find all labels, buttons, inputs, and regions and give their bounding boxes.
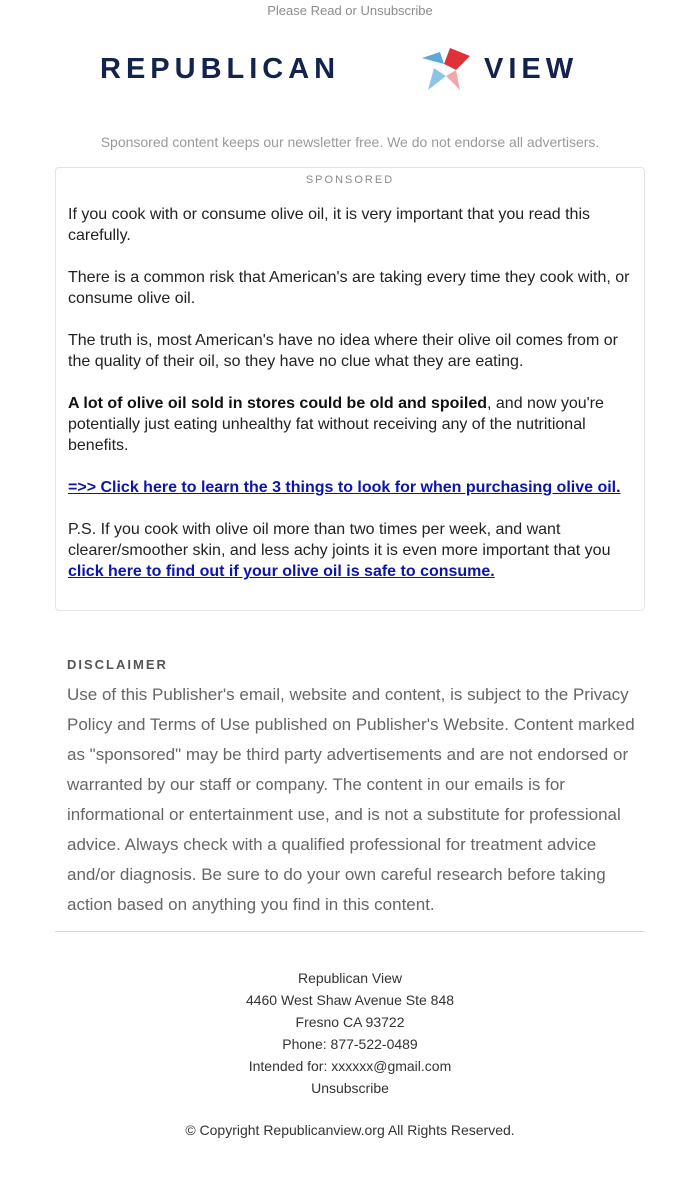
footer (0, 967, 700, 1099)
copyright: © Copyright Republicanview.org All Rights Reserved. (185, 1122, 515, 1138)
unsubscribe-link[interactable]: Unsubscribe (311, 1080, 389, 1096)
ad-paragraph-2: There is a common risk that American's are taking every time they cook with, or consume olive oil. (68, 269, 630, 307)
ad-paragraph-4 (68, 393, 634, 456)
ad-cta-paragraph (68, 477, 634, 498)
sponsor-note: Sponsored content keeps our newsletter free. We do not endorse all advertisers. (100, 134, 600, 150)
footer-address: 4460 West Shaw Avenue Ste 848 (245, 992, 455, 1008)
star-flag-icon (420, 46, 472, 90)
cta-link[interactable]: =>> Click here to learn the 3 things to look for when purchasing olive oil. (68, 479, 621, 496)
logo-left-word: REPUBLICAN (100, 53, 341, 85)
ad-body (68, 204, 634, 603)
sponsored-ad-box (55, 167, 645, 611)
ad-paragraph-4-rest: , and now you're potentially just eating unhealthy fat without receiving any of the nutritional benefits. (68, 395, 604, 454)
footer-phone: Phone: 877-522-0489 (282, 1036, 418, 1052)
footer-divider (55, 931, 645, 932)
ps-text: P.S. If you cook with olive oil more than two times per week, and want clearer/smoother skin, and less achy joints it is even more important that you (68, 521, 611, 559)
ad-ps-paragraph (68, 519, 634, 582)
sponsored-label: SPONSORED (305, 174, 395, 186)
logo-right-word: VIEW (484, 53, 579, 85)
brand-logo[interactable] (100, 44, 600, 94)
disclaimer-text: Use of this Publisher's email, website and content, is subject to the Privacy Policy and Terms of Use published on Publisher's Website. Content marked as "sponsored" may be third party advertisements and are not endorsed or warranted by our staff or company. The content in our emails is for informational or entertainment use, and is not a substitute for professional advice. Always check with a qualified professional for treatment advice and/or diagnosis. Be sure to do your own careful research before taking action based on anything you find in this content. (67, 685, 635, 914)
ad-paragraph-3: The truth is, most American's have no idea where their olive oil comes from or the quality of their oil, so they have no clue what they are eating. (68, 332, 618, 370)
disclaimer-title: DISCLAIMER (67, 657, 168, 672)
ad-paragraph-1: If you cook with or consume olive oil, it is very important that you read this carefully. (68, 206, 591, 244)
ad-bold-claim: A lot of olive oil sold in stores could be old and spoiled (68, 395, 487, 412)
footer-company: Republican View (297, 970, 403, 986)
ps-link[interactable]: click here to find out if your olive oil is safe to consume. (68, 563, 495, 580)
preheader-link[interactable]: Please Read or Unsubscribe (267, 3, 433, 18)
footer-intended-for: Intended for: xxxxxx@gmail.com (248, 1058, 452, 1074)
footer-city: Fresno CA 93722 (295, 1014, 405, 1030)
